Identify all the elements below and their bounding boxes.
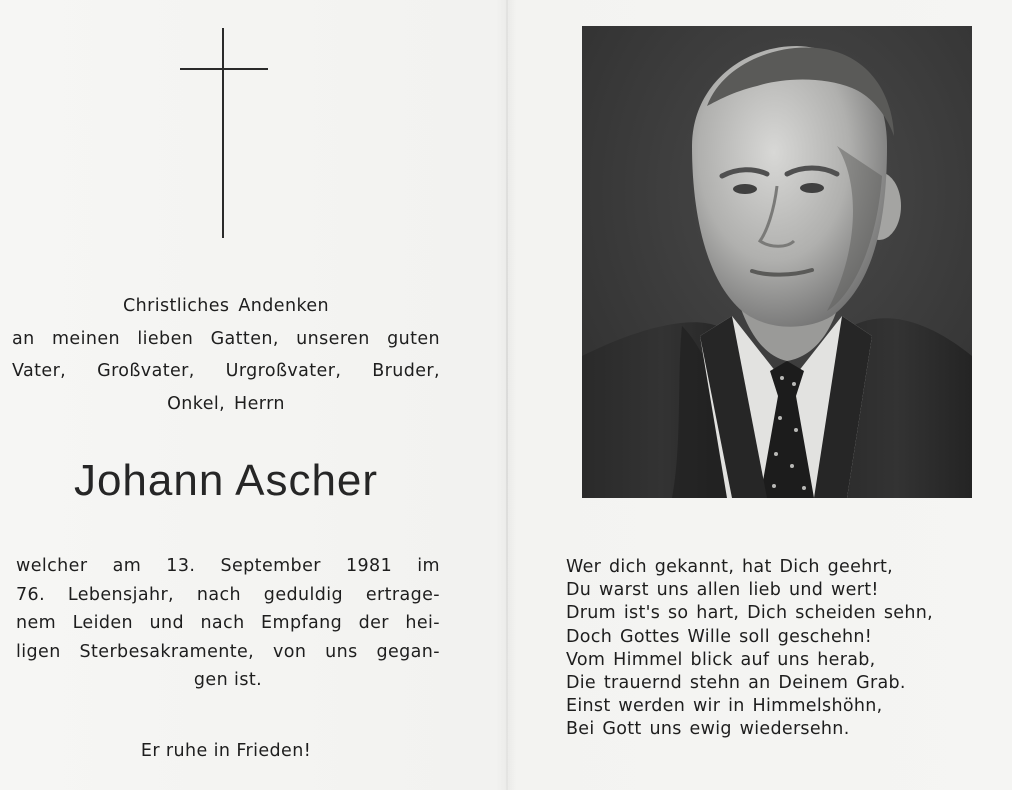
dedication-text [12, 290, 440, 420]
poem-line: Einst werden wir in Himmelshöhn, [566, 696, 883, 717]
dedication-line: Onkel, Herrn [167, 393, 285, 414]
dedication-line: an meinen lieben Gatten, unseren guten [12, 328, 440, 349]
poem-line: Bei Gott uns ewig wiedersehn. [566, 719, 850, 740]
details-line: nem Leiden und nach Empfang der hei- [16, 613, 440, 633]
details-line: welcher am 13. September 1981 im [16, 556, 440, 576]
deceased-name: Johann Ascher [73, 456, 379, 505]
poem-line: Vom Himmel blick auf uns herab, [566, 649, 876, 670]
details-line: 76. Lebensjahr, nach geduldig ertrage- [16, 584, 440, 605]
death-details [16, 552, 440, 695]
memorial-poem [566, 556, 986, 742]
poem-line: Drum ist's so hart, Dich scheiden sehn, [566, 603, 934, 624]
poem-line: Du warst uns allen lieb und wert! [566, 580, 879, 601]
portrait-photo [582, 26, 972, 498]
details-line: ligen Sterbesakramente, von uns gegan- [16, 641, 440, 662]
dedication-line: Vater, Großvater, Urgroßvater, Bruder, [12, 361, 440, 381]
farewell-text: Er ruhe in Frieden! [140, 741, 312, 761]
card-fold [506, 0, 508, 790]
poem-line: Wer dich gekannt, hat Dich geehrt, [566, 557, 894, 577]
poem-line: Die trauernd stehn an Deinem Grab. [566, 673, 906, 694]
details-line: gen ist. [193, 670, 263, 690]
poem-line: Doch Gottes Wille soll geschehn! [566, 626, 873, 647]
cross-icon [180, 28, 268, 238]
dedication-line: Christliches Andenken [122, 296, 330, 316]
